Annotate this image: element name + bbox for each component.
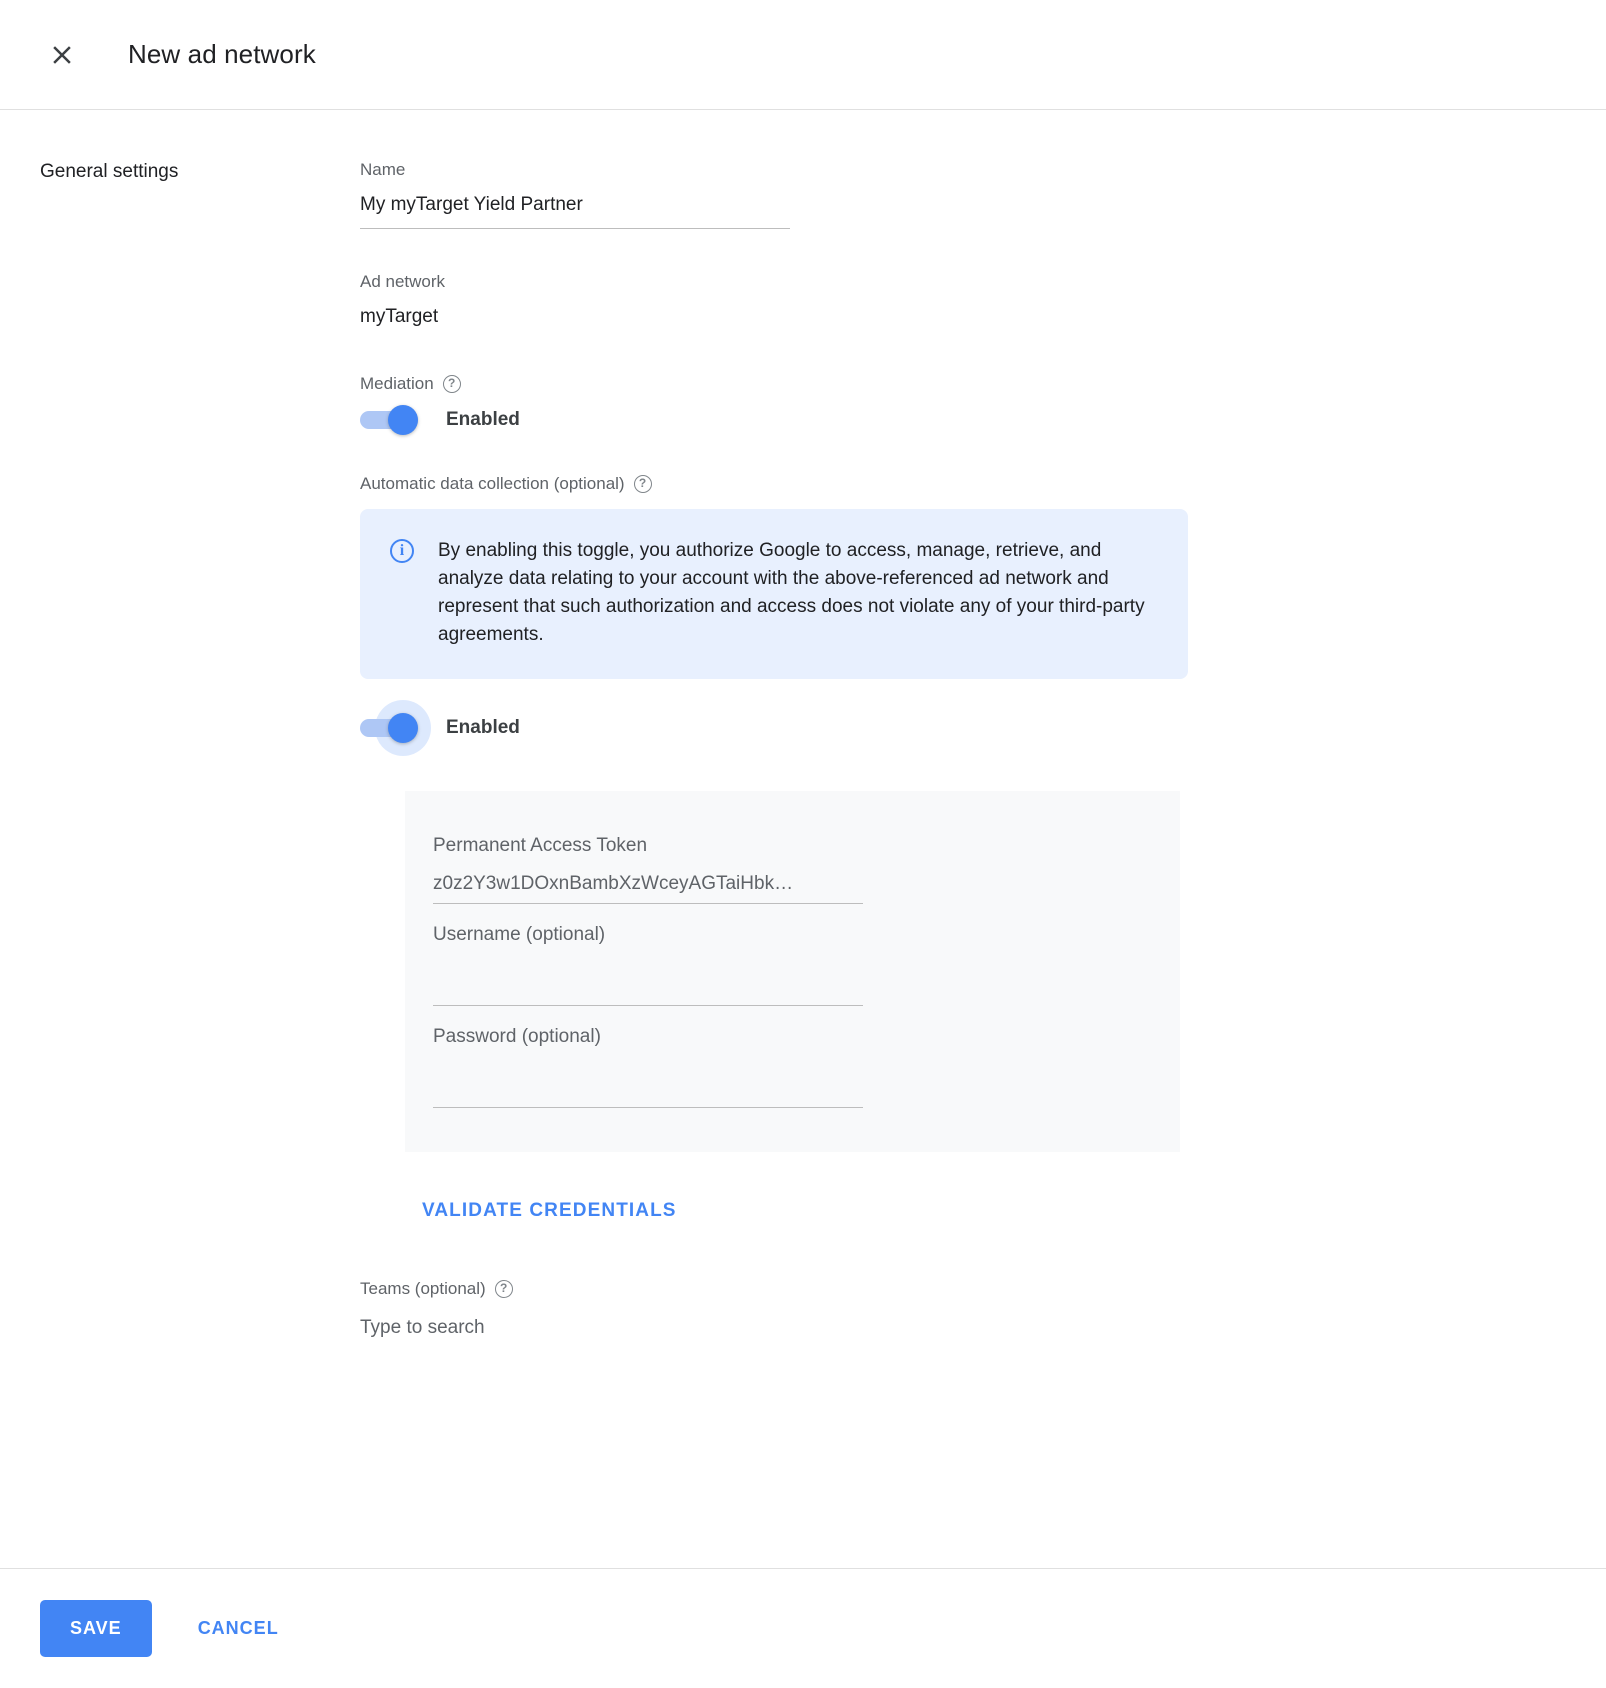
automatic-data-collection-toggle-row — [360, 717, 1566, 739]
mediation-label — [360, 373, 1566, 395]
username-field — [433, 922, 1130, 1006]
permanent-access-token-input[interactable]: z0z2Y3w1DOxnBambXzWceyAGTaiHbk… — [433, 873, 863, 904]
name-input[interactable]: My myTarget Yield Partner — [360, 191, 790, 229]
close-icon[interactable] — [40, 33, 84, 77]
ad-network-field — [360, 271, 1566, 331]
toggle-knob — [388, 713, 418, 743]
name-field — [360, 159, 1566, 229]
section-title: General settings — [40, 161, 179, 182]
ad-network-value: myTarget — [360, 306, 439, 327]
general-settings-section — [0, 111, 1606, 1384]
toggle-knob — [388, 405, 418, 435]
teams-search-input[interactable]: Type to search — [360, 1317, 485, 1338]
dialog-body — [0, 111, 1606, 1568]
credentials-panel — [405, 791, 1180, 1152]
teams-label — [360, 1278, 1566, 1300]
save-button[interactable]: SAVE — [40, 1600, 152, 1657]
password-label: Password (optional) — [433, 1026, 601, 1047]
password-input[interactable] — [433, 1064, 863, 1108]
username-label: Username (optional) — [433, 924, 606, 945]
teams-field — [360, 1278, 1566, 1342]
mediation-toggle-label: Enabled — [446, 409, 520, 430]
teams-label-text: Teams (optional) — [360, 1279, 486, 1298]
fields-column — [360, 159, 1606, 1384]
permanent-access-token-field — [433, 833, 1130, 904]
name-label: Name — [360, 160, 406, 179]
mediation-field — [360, 373, 1566, 431]
mediation-toggle-row — [360, 409, 1566, 431]
automatic-data-collection-label — [360, 473, 1566, 495]
cancel-button[interactable]: CANCEL — [184, 1600, 293, 1657]
page-title: New ad network — [128, 39, 316, 69]
dialog-footer — [0, 1568, 1606, 1688]
validate-credentials-button[interactable]: VALIDATE CREDENTIALS — [422, 1200, 677, 1221]
dialog-header — [0, 0, 1606, 110]
help-icon[interactable]: ? — [495, 1280, 513, 1298]
password-field — [433, 1024, 1130, 1108]
mediation-label-text: Mediation — [360, 374, 434, 393]
info-icon: i — [390, 539, 414, 563]
mediation-toggle[interactable] — [360, 409, 422, 431]
username-input[interactable] — [433, 962, 863, 1006]
automatic-data-collection-toggle-label: Enabled — [446, 717, 520, 738]
automatic-data-collection-label-text: Automatic data collection (optional) — [360, 474, 625, 493]
permanent-access-token-label: Permanent Access Token — [433, 835, 648, 856]
authorization-info-text: By enabling this toggle, you authorize Google to access, manage, retrieve, and analyze data relating to your account with the above-referenced ad network and represent that such authorization and access does not violate any of your third-party agreements. — [438, 540, 1145, 645]
ad-network-label: Ad network — [360, 272, 446, 291]
automatic-data-collection-toggle[interactable] — [360, 717, 422, 739]
automatic-data-collection-field — [360, 473, 1566, 1342]
authorization-info-banner — [360, 509, 1188, 679]
help-icon[interactable]: ? — [634, 475, 652, 493]
help-icon[interactable]: ? — [443, 375, 461, 393]
